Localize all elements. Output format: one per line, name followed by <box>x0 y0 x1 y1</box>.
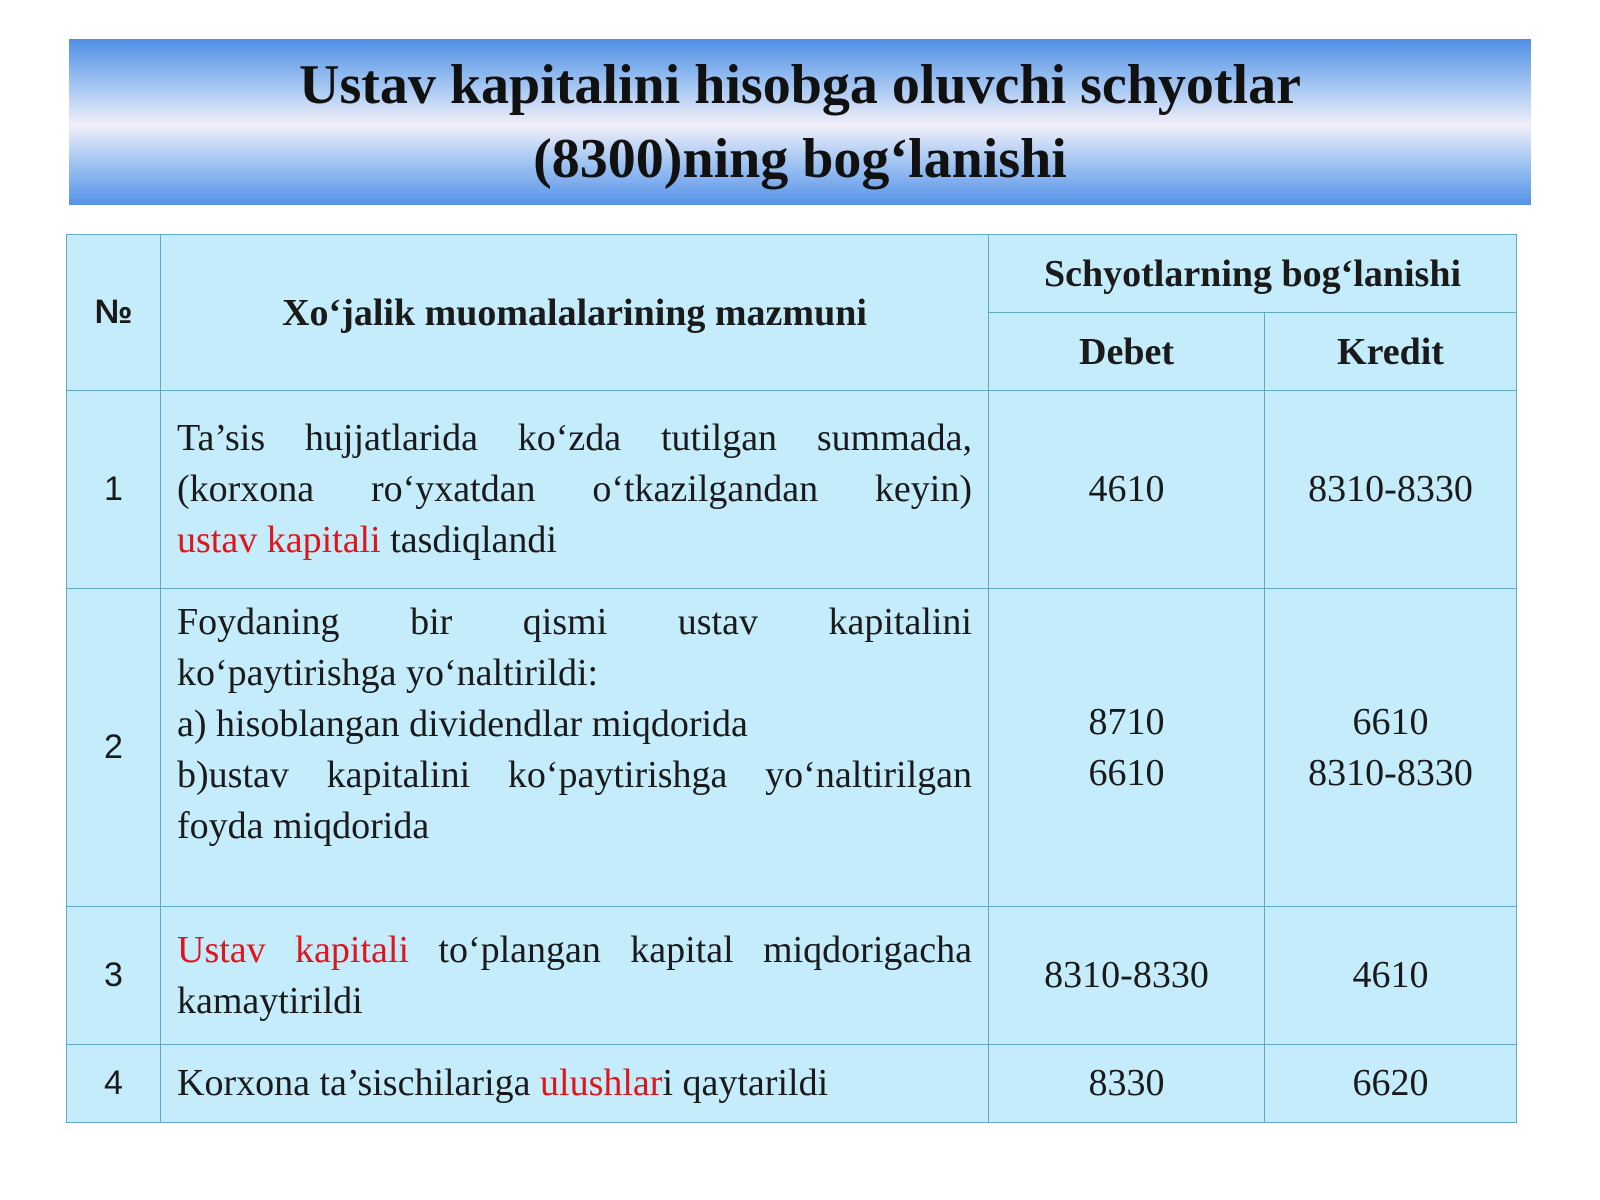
row-number: 3 <box>67 907 161 1045</box>
row-number: 1 <box>67 391 161 589</box>
debit-value: 6610 <box>1088 751 1165 794</box>
credit-cell <box>1265 589 1517 907</box>
title-banner <box>69 39 1531 205</box>
row-description <box>161 907 989 1045</box>
header-debit: Debet <box>989 313 1265 391</box>
description-line: Foydaning bir qismi ustav kapitalini <box>177 601 972 643</box>
header-accounts-group: Schyotlarning bog‘lanishi <box>989 235 1517 313</box>
description-line: a) hisoblangan dividendlar miqdorida <box>177 703 748 745</box>
description-line <box>177 515 972 566</box>
credit-cell: 4610 <box>1265 907 1517 1045</box>
highlighted-term: ulushlar <box>540 1062 663 1104</box>
description-line: kamaytirildi <box>177 979 363 1022</box>
debit-cell: 8330 <box>989 1045 1265 1123</box>
description-text: tasdiqlandi <box>380 519 557 561</box>
row-description <box>161 589 989 907</box>
credit-cell: 8310-8330 <box>1265 391 1517 589</box>
accounts-table <box>66 234 1517 1123</box>
description-line: Ta’sis hujjatlarida ko‘zda tutilgan summada, <box>177 417 972 459</box>
table-row <box>67 1045 1517 1123</box>
debit-cell <box>989 589 1265 907</box>
description-text: Korxona ta’sischilariga <box>177 1062 541 1104</box>
debit-value: 8710 <box>1088 700 1165 743</box>
row-description <box>161 1045 989 1123</box>
description-text: to‘plangan kapital miqdorigacha <box>409 928 972 971</box>
row-number: 4 <box>67 1045 161 1123</box>
description-line <box>177 1058 972 1109</box>
title-line-1: Ustav kapitalini hisobga oluvchi schyotlar <box>299 54 1301 116</box>
header-number: № <box>67 235 161 391</box>
header-credit: Kredit <box>1265 313 1517 391</box>
highlighted-term: ustav kapitali <box>177 519 381 561</box>
description-line <box>177 925 972 976</box>
debit-cell: 4610 <box>989 391 1265 589</box>
description-line: (korxona ro‘yxatdan o‘tkazilgandan keyin) <box>177 468 972 510</box>
credit-cell: 6620 <box>1265 1045 1517 1123</box>
credit-value: 8310-8330 <box>1308 751 1473 794</box>
table-row <box>67 589 1517 907</box>
description-line: b)ustav kapitalini ko‘paytirishga yo‘naltirilgan <box>177 754 972 796</box>
description-line: ko‘paytirishga yo‘naltirildi: <box>177 652 599 694</box>
row-number: 2 <box>67 589 161 907</box>
description-text: i qaytarildi <box>662 1062 829 1104</box>
highlighted-term: Ustav kapitali <box>177 928 409 971</box>
row-description <box>161 391 989 589</box>
credit-value: 6610 <box>1352 700 1429 743</box>
debit-cell: 8310-8330 <box>989 907 1265 1045</box>
title-line-2: (8300)ning bog‘lanishi <box>533 128 1067 190</box>
header-content: Xo‘jalik muomalalarining mazmuni <box>161 235 989 391</box>
header-row-1 <box>67 235 1517 313</box>
description-line: foyda miqdorida <box>177 805 430 847</box>
table-row <box>67 391 1517 589</box>
table-row <box>67 907 1517 1045</box>
